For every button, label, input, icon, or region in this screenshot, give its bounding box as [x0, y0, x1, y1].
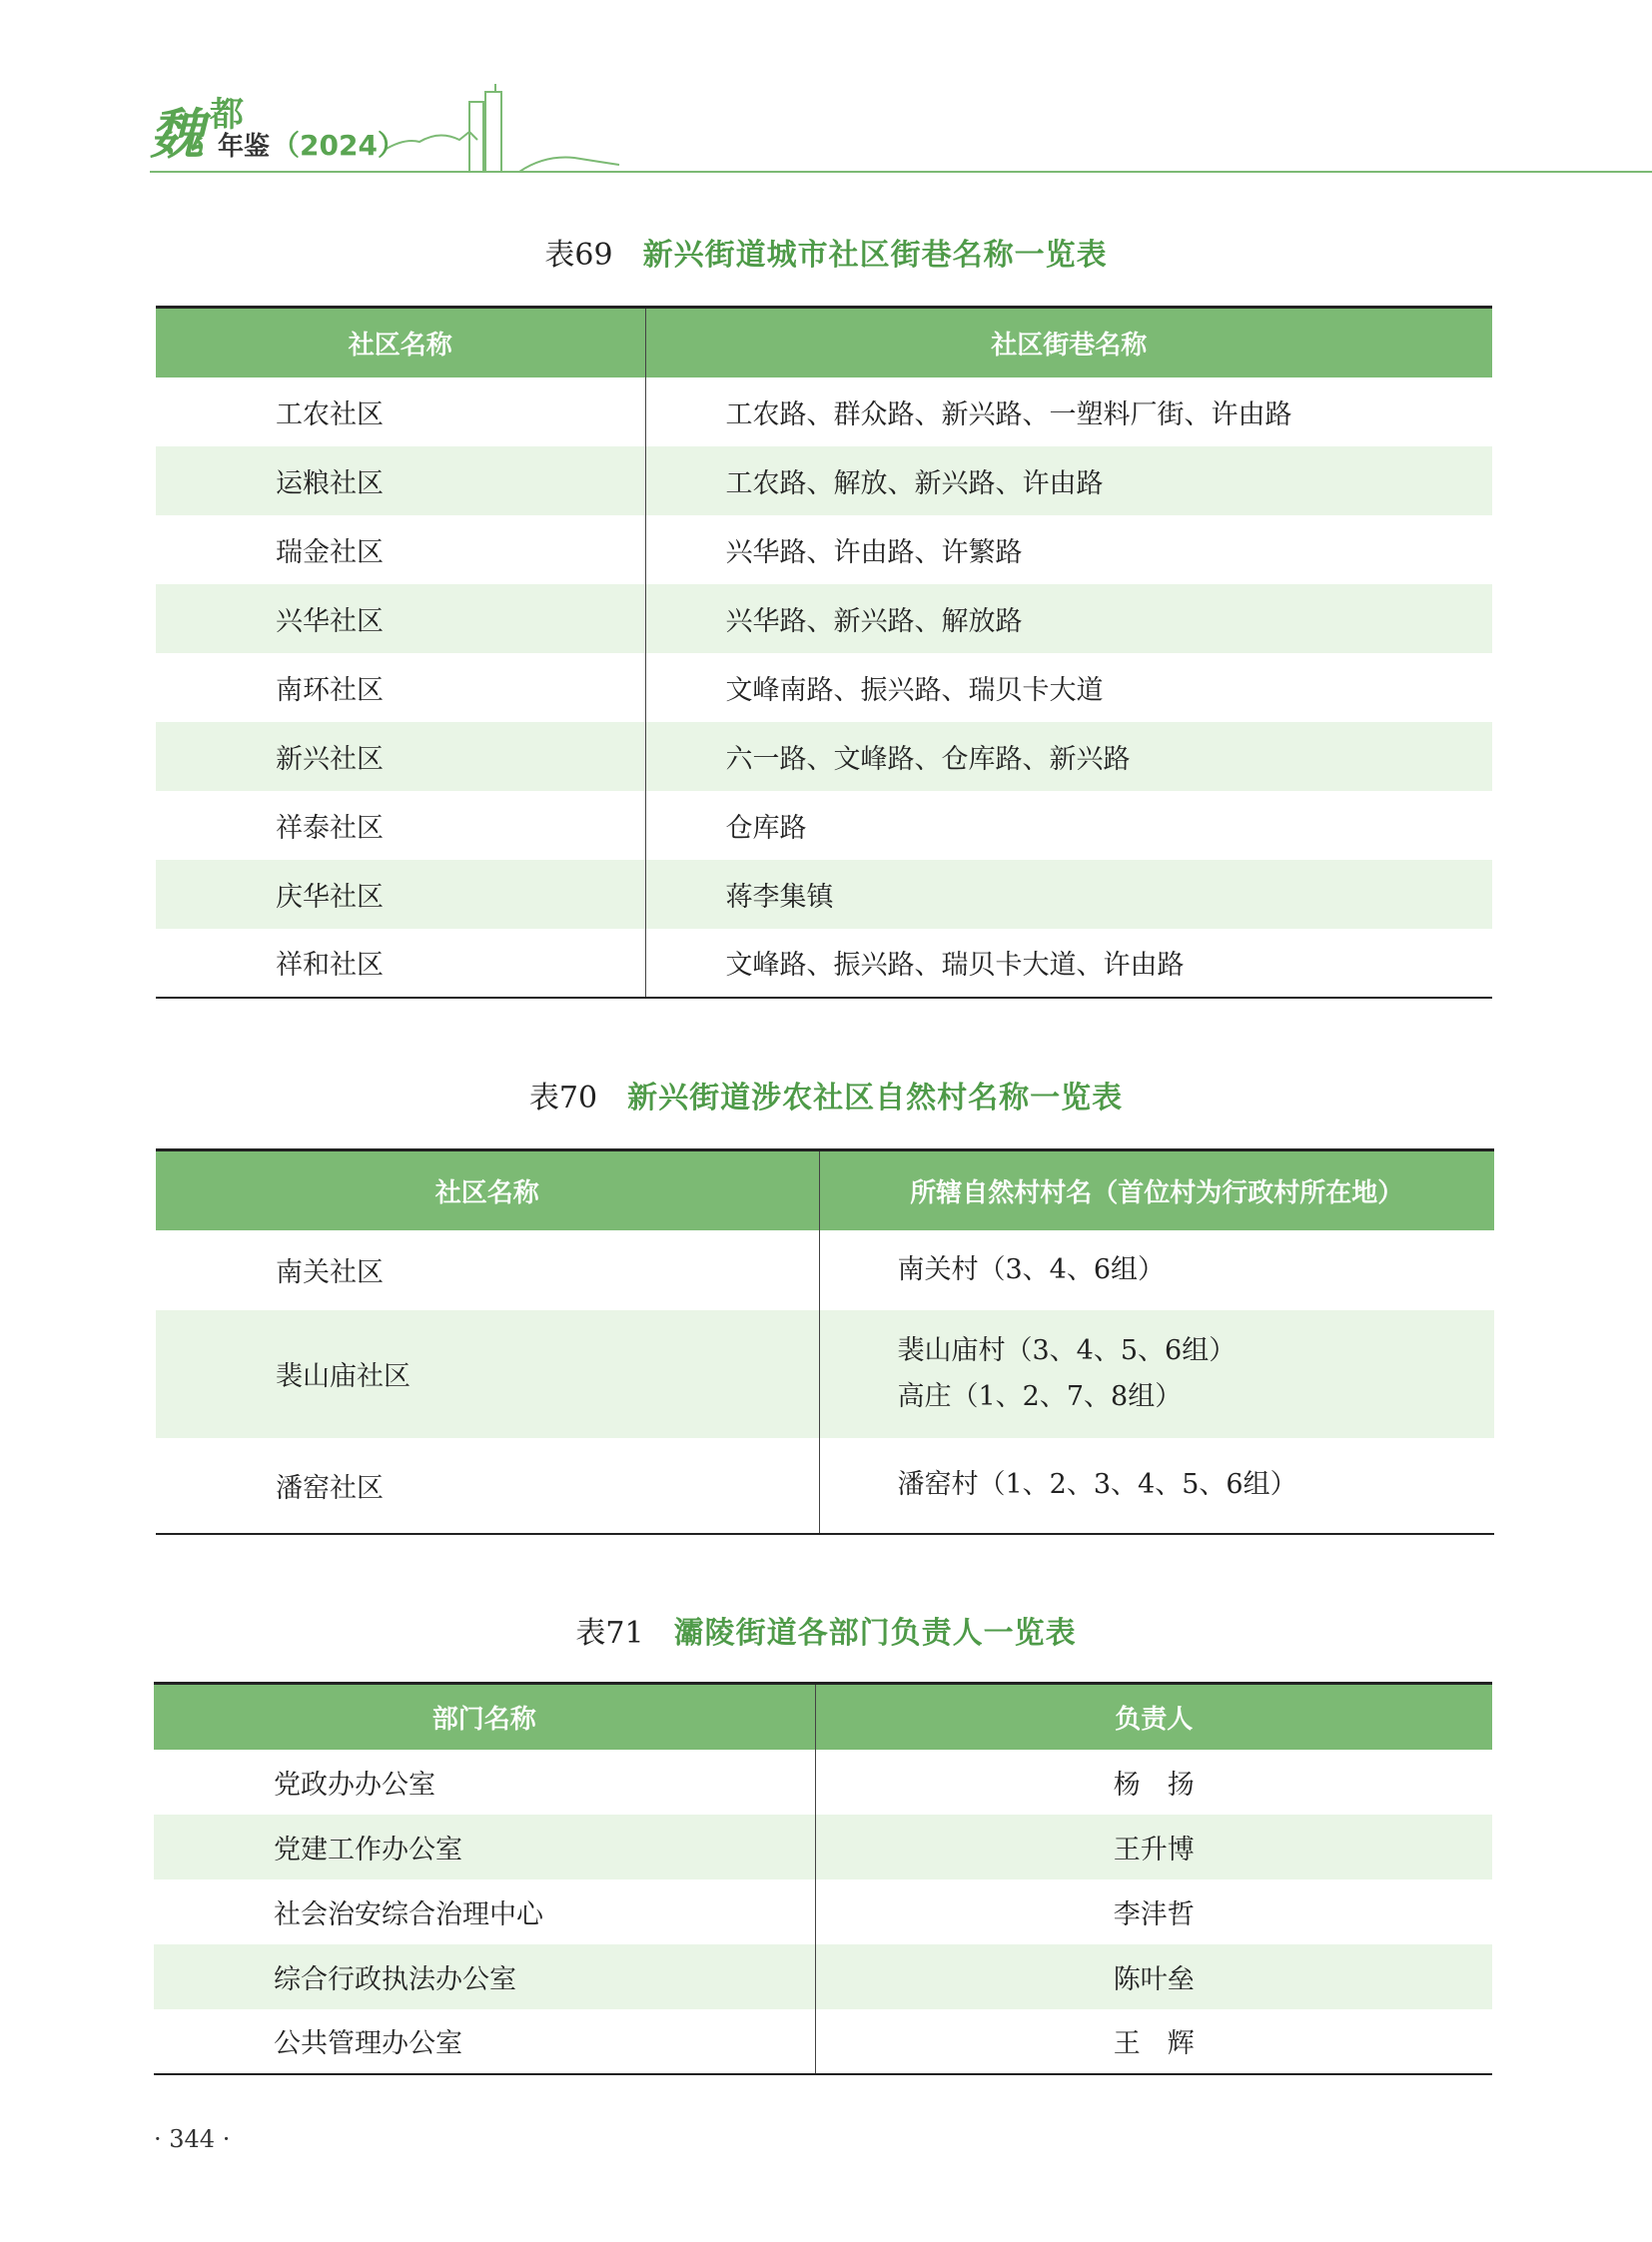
street-names: 蒋李集镇 — [645, 860, 1492, 929]
community-name: 瑞金社区 — [276, 536, 384, 568]
table70 — [156, 1148, 1494, 1535]
community-name: 庆华社区 — [156, 860, 645, 929]
running-header — [0, 0, 1652, 200]
page-number: · 344 · — [154, 2125, 231, 2153]
table71-number: 表71 — [575, 1616, 644, 1651]
village-entry: 南关村（3、4、6组） — [897, 1253, 1166, 1285]
table71-title: 灞陵街道各部门负责人一览表 — [673, 1616, 1077, 1651]
table69-number: 表69 — [544, 238, 613, 273]
street-names: 兴华路、新兴路、解放路 — [645, 584, 1492, 653]
table-row — [156, 1310, 1494, 1438]
logo-char-du: 都 — [210, 95, 244, 135]
skyline-decoration — [0, 0, 1652, 200]
table-row — [156, 791, 1492, 860]
village-list — [819, 1310, 1494, 1438]
department-name: 公共管理办公室 — [154, 2009, 815, 2074]
street-names: 兴华路、许由路、许繁路 — [645, 515, 1492, 584]
community-name: 裴山庙社区 — [156, 1310, 819, 1438]
table-row — [156, 653, 1492, 722]
table69 — [156, 306, 1492, 999]
street-names: 工农路、解放、新兴路、许由路 — [645, 446, 1492, 515]
table-row — [156, 929, 1492, 998]
table70-title: 新兴街道涉农社区自然村名称一览表 — [627, 1081, 1124, 1116]
table69-header-row — [156, 308, 1492, 377]
book-year: （2024） — [272, 129, 406, 162]
logo-char-wei: 魏 — [150, 103, 204, 166]
street-names: 文峰南路、振兴路、瑞贝卡大道 — [645, 653, 1492, 722]
leader-name: 陈叶垒 — [815, 1944, 1492, 2009]
table-row — [156, 515, 1492, 584]
department-name: 党政办办公室 — [274, 1769, 435, 1801]
community-name: 工农社区 — [276, 398, 384, 430]
community-name: 祥和社区 — [156, 929, 645, 998]
village-entry: 高庄（1、2、7、8组） — [897, 1380, 1183, 1412]
book-title: 年鉴 — [218, 132, 271, 162]
community-name: 潘窑社区 — [156, 1438, 819, 1534]
table71-caption — [0, 1614, 1652, 1654]
table69-title: 新兴街道城市社区街巷名称一览表 — [642, 238, 1108, 273]
table71-header-leader: 负责人 — [815, 1684, 1492, 1750]
community-name: 祥泰社区 — [276, 812, 384, 844]
leader-name: 王 辉 — [815, 2009, 1492, 2074]
community-name: 南关社区 — [276, 1257, 384, 1288]
street-names: 仓库路 — [645, 791, 1492, 860]
department-name: 综合行政执法办公室 — [154, 1944, 815, 2009]
village-entry: 潘窑村（1、2、3、4、5、6组） — [897, 1469, 1297, 1500]
table-row — [154, 1879, 1492, 1944]
table-row — [154, 1750, 1492, 1815]
leader-name: 杨 扬 — [815, 1750, 1492, 1815]
table71 — [154, 1682, 1492, 2075]
table-row — [156, 722, 1492, 791]
table70-header-community: 社区名称 — [156, 1150, 819, 1230]
village-entry: 裴山庙村（3、4、5、6组） — [897, 1334, 1237, 1366]
community-name: 新兴社区 — [156, 722, 645, 791]
table-row — [156, 446, 1492, 515]
leader-name: 李沣哲 — [815, 1879, 1492, 1944]
street-names: 文峰路、振兴路、瑞贝卡大道、许由路 — [645, 929, 1492, 998]
table70-header-villages: 所辖自然村村名（首位村为行政村所在地） — [819, 1150, 1494, 1230]
table-row — [156, 1438, 1494, 1534]
department-name: 社会治安综合治理中心 — [274, 1898, 543, 1930]
table-row — [154, 1944, 1492, 2009]
department-name: 党建工作办公室 — [154, 1815, 815, 1879]
table69-caption — [0, 236, 1652, 276]
village-list — [819, 1438, 1494, 1534]
leader-name: 王升博 — [815, 1815, 1492, 1879]
table-row — [156, 377, 1492, 446]
community-name: 南环社区 — [276, 674, 384, 706]
table69-header-streets: 社区街巷名称 — [645, 308, 1492, 377]
table-row — [154, 1815, 1492, 1879]
community-name: 兴华社区 — [156, 584, 645, 653]
community-name: 运粮社区 — [156, 446, 645, 515]
table-row — [156, 1230, 1494, 1310]
table70-number: 表70 — [528, 1081, 598, 1116]
table70-header-row — [156, 1150, 1494, 1230]
village-list — [819, 1230, 1494, 1310]
table71-header-department: 部门名称 — [154, 1684, 815, 1750]
street-names: 六一路、文峰路、仓库路、新兴路 — [645, 722, 1492, 791]
table-row — [154, 2009, 1492, 2074]
table-row — [156, 860, 1492, 929]
table-row — [156, 584, 1492, 653]
table71-header-row — [154, 1684, 1492, 1750]
table70-caption — [0, 1079, 1652, 1119]
street-names: 工农路、群众路、新兴路、一塑料厂街、许由路 — [645, 377, 1492, 446]
table69-header-community: 社区名称 — [156, 308, 645, 377]
